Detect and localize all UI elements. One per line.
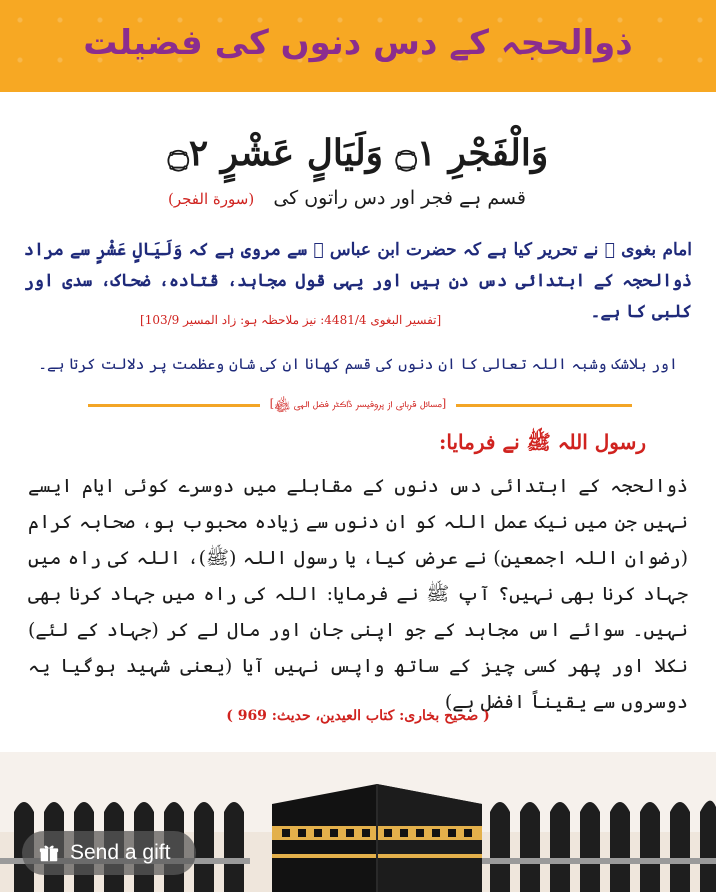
hadith-reference: ( صحیح بخاری: کتاب العیدین، حدیث: 969 ) <box>226 708 490 724</box>
send-gift-label: Send a gift <box>70 841 171 864</box>
divider-line-right <box>456 404 632 407</box>
verse-translation: قسم ہے فجر اور دس راتوں کی <box>273 187 526 209</box>
gift-icon <box>38 842 60 864</box>
divider-source: [مسائل قربانی از پروفیسر ڈاکٹر فضل الہی ﷾] <box>269 397 447 410</box>
significance-paragraph: اور بلاشک وشبہ اللہ تعالی کا ان دنوں کی قسم کھانا ان کی شان وعظمت پر دلالت کرتا ہے۔ <box>38 355 678 373</box>
kaaba-icon <box>272 764 482 892</box>
header-banner <box>0 0 716 92</box>
page-title: ذوالحجہ کے دس دنوں کی فضیلت <box>83 23 633 63</box>
send-gift-button[interactable] <box>22 831 196 875</box>
surah-reference: (سورة الفجر) <box>168 190 255 208</box>
tafsir-reference: [تفسیر البغوی 4481/4: نیز ملاحظہ ہو: زاد المسیر 103/9] <box>140 313 442 327</box>
divider-line-left <box>88 404 260 407</box>
hadith-heading: رسول اللہ ﷺ نے فرمایا: <box>438 430 646 454</box>
hadith-text: ذوالحجہ کے ابتدائی دس دنوں کے مقابلے میں دوسرے کوئی ایام ایسے نہیں جن میں نیک عمل اللہ کو ان دنوں سے زیادہ محبوب ہو، صحابہ کرام (رضوان اللہ اجمعین) نے عرض کیا، یا رسول اللہ (ﷺ)، اللہ کی راہ میں جہاد کرنا بھی نہیں؟ آپ ﷺ نے فرمایا: اللہ کی راہ میں جہاد کرنا بھی نہیں۔ سوائے اس مجاہد کے جو اپنی جان اور مال لے کر (جہاد کے لئے) نکلا اور پھر کسی چیز کے ساتھ واپس نہیں آیا (یعنی شہید ہوگیا یہ دوسروں سے یقیناً افضل ہے) <box>28 475 688 713</box>
quran-verse: وَالْفَجْرِ ۝١ وَلَيَالٍ عَشْرٍ ۝٢ <box>167 132 549 174</box>
tafsir-paragraph: امام بغوی ﷫ نے تحریر کیا ہے کہ حضرت ابن عباس ﷠ سے مروی ہے کہ وَلَيَالٍ عَشْرٍ سے مراد ذوالحجہ کے ابتدائی دس دن ہیں اور یہی قول مجاہد، قتادہ، ضحاک، سدی اور کلبی کا ہے۔ <box>24 240 692 322</box>
